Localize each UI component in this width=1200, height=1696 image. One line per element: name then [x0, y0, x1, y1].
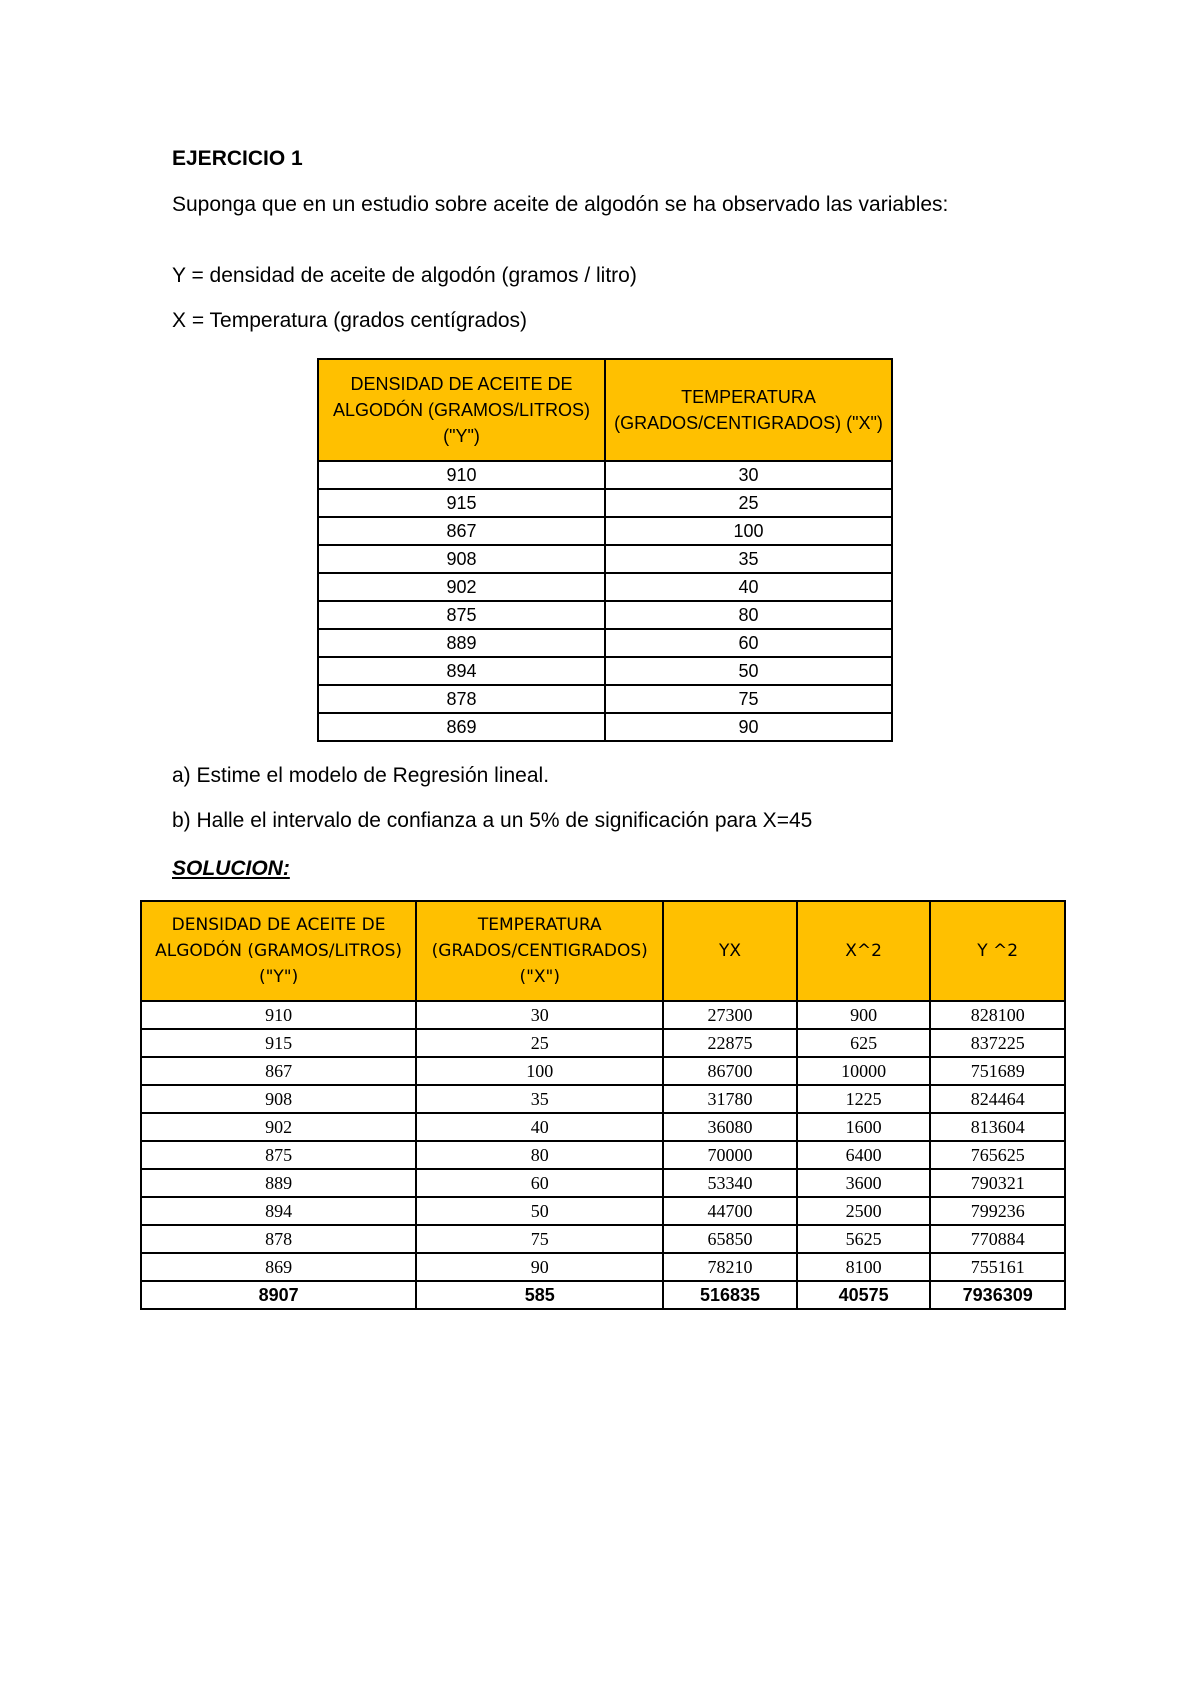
- table-cell: 80: [416, 1141, 663, 1169]
- table-cell: 889: [141, 1169, 416, 1197]
- table-cell: 25: [416, 1029, 663, 1057]
- table-row: [318, 489, 892, 517]
- exercise-title: EJERCICIO 1: [172, 147, 303, 170]
- table-cell: 910: [318, 461, 605, 489]
- table-cell: 65850: [663, 1225, 797, 1253]
- table-cell: 751689: [930, 1057, 1065, 1085]
- table-cell: 828100: [930, 1001, 1065, 1029]
- table-cell: 50: [605, 657, 892, 685]
- table-cell: 75: [416, 1225, 663, 1253]
- table-cell: 80: [605, 601, 892, 629]
- table-row: [318, 573, 892, 601]
- table-cell: 765625: [930, 1141, 1065, 1169]
- table-row: [141, 1001, 1065, 1029]
- table-cell: 889: [318, 629, 605, 657]
- table-cell: 875: [141, 1141, 416, 1169]
- table-body: [141, 1001, 1065, 1309]
- table-cell: 90: [416, 1253, 663, 1281]
- table-cell: 40: [416, 1113, 663, 1141]
- table-cell: 100: [416, 1057, 663, 1085]
- table-cell: 755161: [930, 1253, 1065, 1281]
- table-row: [141, 1225, 1065, 1253]
- table-cell: 90: [605, 713, 892, 741]
- table-cell: 878: [318, 685, 605, 713]
- table-row: [318, 601, 892, 629]
- table-cell: 915: [318, 489, 605, 517]
- table-header-row: [318, 359, 892, 461]
- table-row: [318, 629, 892, 657]
- table-cell: 1600: [797, 1113, 931, 1141]
- column-header-density: DENSIDAD DE ACEITE DE ALGODÓN (GRAMOS/LITROS) ("Y"): [318, 359, 605, 461]
- table-cell: 902: [141, 1113, 416, 1141]
- table-cell: 36080: [663, 1113, 797, 1141]
- table-cell: 813604: [930, 1113, 1065, 1141]
- table-cell: 894: [318, 657, 605, 685]
- table-row: [318, 685, 892, 713]
- table-cell: 837225: [930, 1029, 1065, 1057]
- table-cell: 867: [141, 1057, 416, 1085]
- table-cell: 70000: [663, 1141, 797, 1169]
- column-header-temperature: TEMPERATURA (GRADOS/CENTIGRADOS) ("X"): [416, 901, 663, 1001]
- table-row: [141, 1085, 1065, 1113]
- table-cell: 40575: [797, 1281, 931, 1309]
- intro-paragraph: Suponga que en un estudio sobre aceite de algodón se ha observado las variables:: [172, 193, 949, 216]
- variable-y-definition: Y = densidad de aceite de algodón (gramos / litro): [172, 264, 637, 287]
- table-row: [318, 545, 892, 573]
- table-cell: 585: [416, 1281, 663, 1309]
- table-row: [141, 1141, 1065, 1169]
- table-cell: 78210: [663, 1253, 797, 1281]
- data-table: [317, 358, 893, 742]
- table-cell: 824464: [930, 1085, 1065, 1113]
- table-cell: 908: [318, 545, 605, 573]
- table-cell: 516835: [663, 1281, 797, 1309]
- table-row: [141, 1197, 1065, 1225]
- table-cell: 869: [318, 713, 605, 741]
- table-cell: 8100: [797, 1253, 931, 1281]
- table-cell: 900: [797, 1001, 931, 1029]
- table-cell: 867: [318, 517, 605, 545]
- table-cell: 35: [605, 545, 892, 573]
- table-cell: 31780: [663, 1085, 797, 1113]
- table-cell: 22875: [663, 1029, 797, 1057]
- table-cell: 30: [416, 1001, 663, 1029]
- table-cell: 40: [605, 573, 892, 601]
- solution-table: [140, 900, 1066, 1310]
- column-header-yx: YX: [663, 901, 797, 1001]
- table-row: [141, 1253, 1065, 1281]
- table-header-row: [141, 901, 1065, 1001]
- column-header-x-squared: X^2: [797, 901, 931, 1001]
- totals-row: [141, 1281, 1065, 1309]
- table-cell: 75: [605, 685, 892, 713]
- table-cell: 10000: [797, 1057, 931, 1085]
- table-body: [318, 461, 892, 741]
- table-cell: 3600: [797, 1169, 931, 1197]
- table-cell: 30: [605, 461, 892, 489]
- table-cell: 894: [141, 1197, 416, 1225]
- table-row: [318, 517, 892, 545]
- table-cell: 910: [141, 1001, 416, 1029]
- table-cell: 86700: [663, 1057, 797, 1085]
- table-cell: 8907: [141, 1281, 416, 1309]
- table-cell: 60: [605, 629, 892, 657]
- question-b: b) Halle el intervalo de confianza a un 5% de significación para X=45: [172, 809, 813, 832]
- table-cell: 35: [416, 1085, 663, 1113]
- table-cell: 2500: [797, 1197, 931, 1225]
- table-row: [141, 1029, 1065, 1057]
- table-cell: 908: [141, 1085, 416, 1113]
- question-a: a) Estime el modelo de Regresión lineal.: [172, 764, 550, 787]
- table-cell: 875: [318, 601, 605, 629]
- table-cell: 50: [416, 1197, 663, 1225]
- table-cell: 625: [797, 1029, 931, 1057]
- column-header-density: DENSIDAD DE ACEITE DE ALGODÓN (GRAMOS/LITROS) ("Y"): [141, 901, 416, 1001]
- table-row: [318, 713, 892, 741]
- table-cell: 25: [605, 489, 892, 517]
- table-cell: 7936309: [930, 1281, 1065, 1309]
- table-cell: 902: [318, 573, 605, 601]
- table-row: [141, 1169, 1065, 1197]
- table-cell: 100: [605, 517, 892, 545]
- table-cell: 915: [141, 1029, 416, 1057]
- table-cell: 53340: [663, 1169, 797, 1197]
- table-cell: 5625: [797, 1225, 931, 1253]
- table-cell: 878: [141, 1225, 416, 1253]
- table-row: [141, 1113, 1065, 1141]
- table-cell: 770884: [930, 1225, 1065, 1253]
- column-header-temperature: TEMPERATURA (GRADOS/CENTIGRADOS) ("X"): [605, 359, 892, 461]
- table-cell: 790321: [930, 1169, 1065, 1197]
- table-cell: 869: [141, 1253, 416, 1281]
- table-cell: 799236: [930, 1197, 1065, 1225]
- solution-label: SOLUCION:: [172, 857, 290, 880]
- variable-x-definition: X = Temperatura (grados centígrados): [172, 309, 528, 332]
- table-cell: 27300: [663, 1001, 797, 1029]
- column-header-y-squared: Y ^2: [930, 901, 1065, 1001]
- table-cell: 60: [416, 1169, 663, 1197]
- table-row: [318, 461, 892, 489]
- table-row: [141, 1057, 1065, 1085]
- table-cell: 1225: [797, 1085, 931, 1113]
- table-cell: 44700: [663, 1197, 797, 1225]
- table-row: [318, 657, 892, 685]
- table-cell: 6400: [797, 1141, 931, 1169]
